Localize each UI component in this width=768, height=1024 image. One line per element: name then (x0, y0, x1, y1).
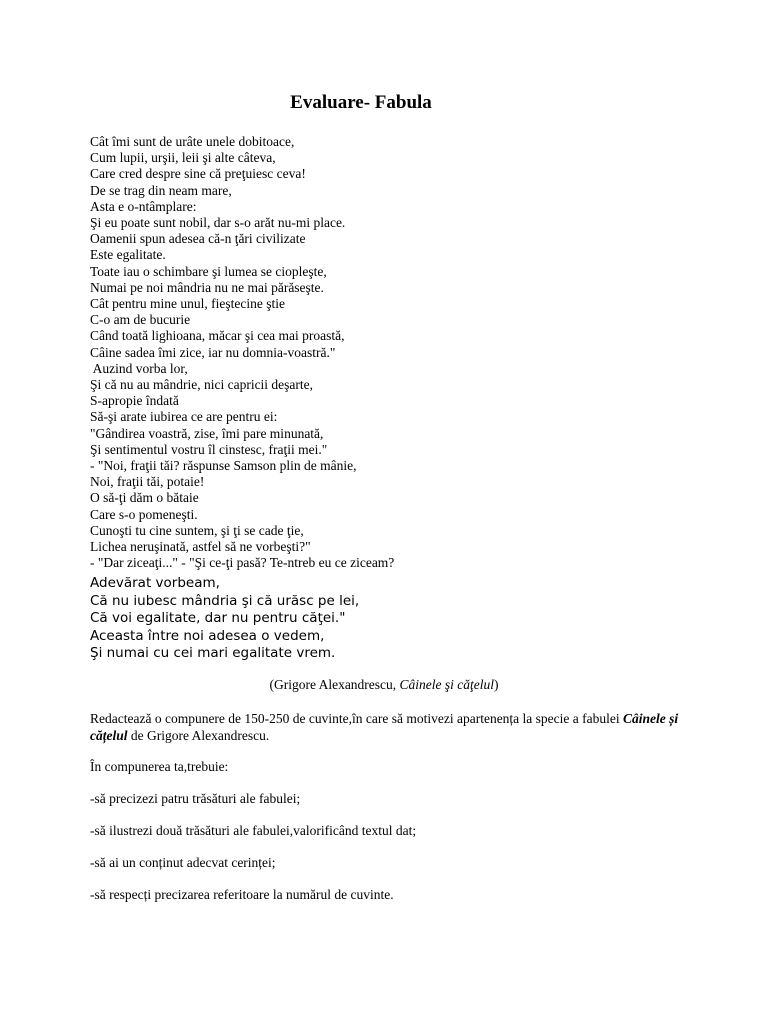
poem-line: S-apropie îndată (90, 393, 179, 409)
requirement-item: -să precizezi patru trăsături ale fabulei; (90, 791, 301, 806)
task-intro: Redactează o compunere de 150-250 de cuvinte,în care să motivezi apartenența la specie a fabulei (90, 711, 623, 726)
poem-line: Când toată lighioana, măcar şi cea mai proastă, (90, 328, 345, 344)
poem-line: Că voi egalitate, dar nu pentru căţei." (90, 610, 346, 626)
poem-line: Care cred despre sine că preţuiesc ceva! (90, 166, 306, 182)
requirements-heading: În compunerea ta,trebuie: (90, 759, 229, 774)
poem-line: Cât îmi sunt de urâte unele dobitoace, (90, 134, 295, 149)
poem-line: Să-şi arate iubirea ce are pentru ei: (90, 409, 278, 425)
poem-body (90, 134, 394, 571)
poem-line: Aceasta între noi adesea o vedem, (90, 627, 325, 644)
citation (0, 677, 768, 693)
poem-line: C-o am de bucurie (90, 312, 191, 328)
poem-line: Toate iau o schimbare şi lumea se ciopleşte, (90, 263, 327, 279)
poem-line: Cum lupii, urşii, leii şi alte câteva, (90, 150, 276, 166)
poem-line: Şi eu poate sunt nobil, dar s-o arăt nu-mi place. (90, 215, 346, 231)
poem-line: Care s-o pomeneşti. (90, 506, 198, 522)
poem-line: Cât pentru mine unul, fieştecine ştie (90, 296, 285, 312)
poem-line: - "Noi, fraţii tăi? răspunse Samson plin de mânie, (90, 458, 357, 474)
poem-ending (90, 575, 359, 663)
poem-line: Câine sadea îmi zice, iar nu domnia-voastră." (90, 344, 336, 360)
poem-line: De se trag din neam mare, (90, 182, 232, 198)
poem-line: Că nu iubesc mândria şi că urăsc pe lei, (90, 592, 360, 609)
poem-line: Noi, fraţii tăi, potaie! (90, 474, 205, 490)
poem-line: Oamenii spun adesea că-n ţări civilizate (90, 231, 306, 247)
poem-line: Adevărat vorbeam, (90, 575, 220, 591)
poem-line: "Gândirea voastră, zise, îmi pare minunată, (90, 425, 324, 441)
poem-line: Asta e o-ntâmplare: (90, 198, 197, 214)
task-statement (90, 710, 710, 744)
page-title: Evaluare- Fabula (290, 92, 432, 113)
task-outro: de Grigore Alexandrescu. (127, 728, 270, 743)
poem-line: Şi numai cu cei mari egalitate vrem. (90, 645, 336, 661)
poem-line: Lichea neruşinată, astfel să ne vorbeşti?" (90, 539, 311, 555)
poem-line: Şi că nu au mândrie, nici capricii deşarte, (90, 377, 314, 393)
requirement-item: -să ilustrezi două trăsături ale fabulei,valorificând textul dat; (90, 823, 417, 838)
poem-line: Este egalitate. (90, 247, 166, 263)
citation-close: ) (494, 677, 499, 692)
poem-line: O să-ţi dăm o bătaie (90, 490, 199, 506)
poem-line: Şi sentimentul vostru îl cinstesc, fraţii mei." (90, 441, 328, 457)
poem-line: Auzind vorba lor, (90, 360, 188, 376)
citation-open: (Grigore Alexandrescu, (269, 677, 400, 692)
requirement-item: -să respecți precizarea referitoare la numărul de cuvinte. (90, 887, 394, 902)
poem-line: Numai pe noi mândria nu ne mai părăseşte. (90, 279, 324, 295)
citation-work-title: Câinele şi căţelul (399, 677, 495, 692)
requirement-item: -să ai un conținut adecvat cerinței; (90, 855, 276, 870)
poem-line: - "Dar ziceaţi..." - "Şi ce-ţi pasă? Te-ntreb eu ce ziceam? (90, 555, 395, 571)
poem-line: Cunoşti tu cine suntem, şi ţi se cade ţie, (90, 522, 304, 538)
task-work-title: Câinele și cățelul (90, 711, 679, 743)
